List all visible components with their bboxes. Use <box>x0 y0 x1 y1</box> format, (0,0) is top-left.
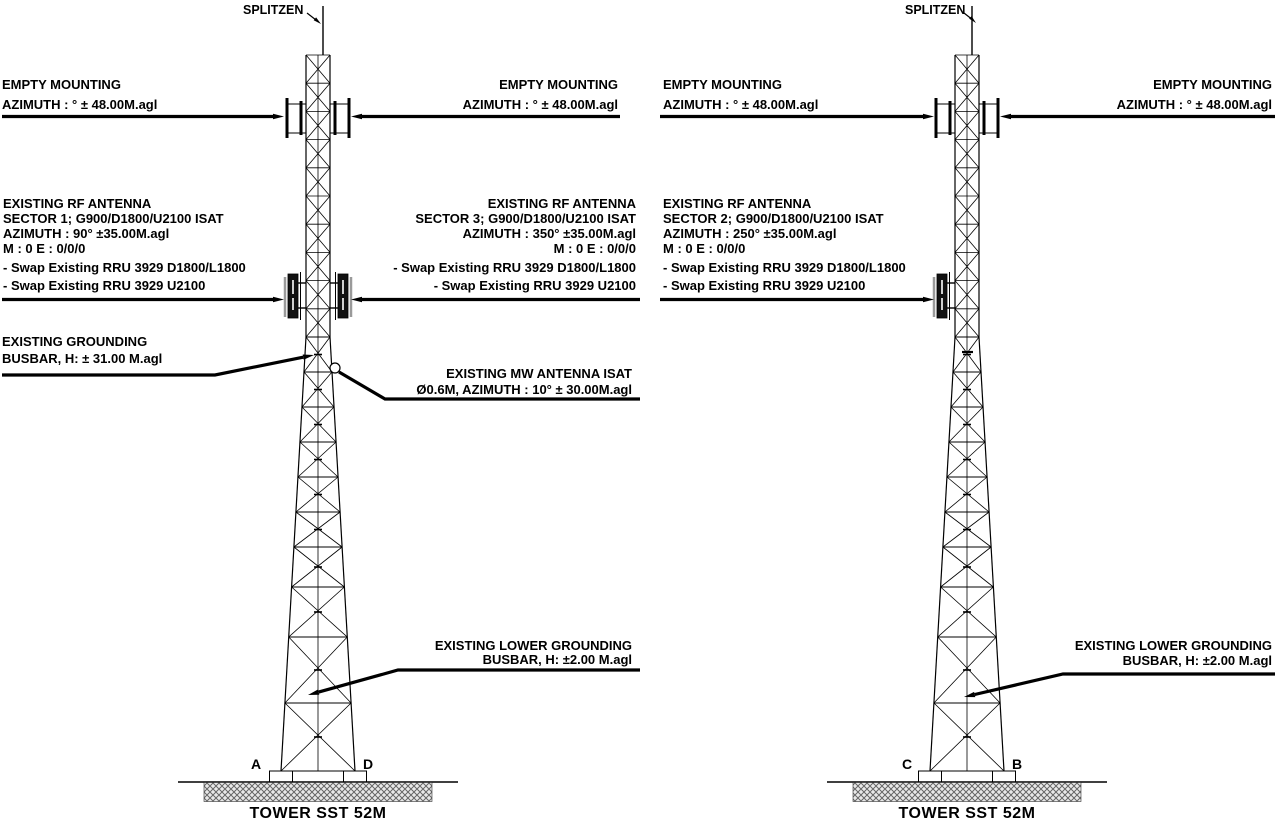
callout-grounding-lower-left <box>308 638 640 695</box>
splitzen-label: SPLITZEN <box>905 3 966 17</box>
sector1-line4: M : 0 E : 0/0/0 <box>3 241 86 256</box>
antenna-label-mark <box>342 298 344 310</box>
sector3-line1: EXISTING RF ANTENNA <box>487 196 636 211</box>
callout-grounding-upper <box>2 334 314 375</box>
ground-hatch <box>204 783 432 802</box>
leg-label-d: D <box>362 756 374 772</box>
leader-arrowhead <box>273 114 284 119</box>
leg-label-a: A <box>250 756 262 772</box>
antenna-label-mark <box>292 298 294 310</box>
footing <box>270 771 293 782</box>
sector3-line4: M : 0 E : 0/0/0 <box>553 241 636 256</box>
callout-splitzen-left <box>243 3 321 24</box>
callout-sector2 <box>660 196 934 302</box>
grounding-lower-line2: BUSBAR, H: ±2.00 M.agl <box>1122 653 1272 668</box>
grounding-lower-line1: EXISTING LOWER GROUNDING <box>1074 638 1272 653</box>
sector1-line5: - Swap Existing RRU 3929 D1800/L1800 <box>3 260 246 275</box>
leader-arrowhead <box>1000 114 1011 119</box>
footing <box>919 771 942 782</box>
leader-arrowhead <box>351 297 362 302</box>
leader-arrowhead <box>923 297 934 302</box>
callout-sector3 <box>351 196 640 302</box>
callout-splitzen-right <box>905 3 976 23</box>
callout-sector1 <box>2 196 284 302</box>
callout-mw-antenna <box>330 363 640 399</box>
sector2-line1: EXISTING RF ANTENNA <box>663 196 812 211</box>
sector1-line6: - Swap Existing RRU 3929 U2100 <box>3 278 206 293</box>
empty-mounting-line1: EMPTY MOUNTING <box>1153 77 1272 92</box>
antenna-label-mark <box>342 280 344 294</box>
antenna-label-mark <box>941 298 943 310</box>
footing <box>344 771 367 782</box>
splitzen-label: SPLITZEN <box>243 3 304 17</box>
empty-mounting-line1: EMPTY MOUNTING <box>499 77 618 92</box>
leader-arrowhead <box>964 692 975 697</box>
leader-line <box>319 670 640 692</box>
leader-arrowhead <box>351 114 362 119</box>
empty-mounting-line2: AZIMUTH : ° ± 48.00M.agl <box>462 97 618 112</box>
tower-structure-right <box>827 6 1107 802</box>
grounding-lower-line1: EXISTING LOWER GROUNDING <box>434 638 632 653</box>
ground-hatch <box>853 783 1081 802</box>
sector1-line3: AZIMUTH : 90° ±35.00M.agl <box>3 226 170 241</box>
leader-arrowhead <box>308 690 319 696</box>
tower-structure-left <box>178 6 458 802</box>
callout-grounding-lower-right <box>964 638 1275 697</box>
sector1-line2: SECTOR 1; G900/D1800/U2100 ISAT <box>3 211 224 226</box>
leader-line <box>307 13 316 20</box>
empty-mounting-line1: EMPTY MOUNTING <box>663 77 782 92</box>
empty-mounting-line2: AZIMUTH : ° ± 48.00M.agl <box>2 97 158 112</box>
empty-mounting-line2: AZIMUTH : ° ± 48.00M.agl <box>663 97 819 112</box>
sector2-line6: - Swap Existing RRU 3929 U2100 <box>663 278 866 293</box>
leader-arrowhead <box>923 114 934 119</box>
tower-title-left: TOWER SST 52M <box>249 805 387 821</box>
leader-arrowhead <box>303 355 314 360</box>
sector2-line4: M : 0 E : 0/0/0 <box>663 241 746 256</box>
grounding-upper-line2: BUSBAR, H: ± 31.00 M.agl <box>2 351 163 366</box>
leader-line <box>975 674 1275 695</box>
leader-arrowhead <box>273 297 284 302</box>
antenna-label-mark <box>941 280 943 294</box>
leg-label-c: C <box>901 756 913 772</box>
grounding-upper-line1: EXISTING GROUNDING <box>2 334 148 349</box>
leg-label-b: B <box>1011 756 1023 772</box>
sector3-line2: SECTOR 3; G900/D1800/U2100 ISAT <box>415 211 636 226</box>
sector3-line6: - Swap Existing RRU 3929 U2100 <box>433 278 636 293</box>
sector2-line2: SECTOR 2; G900/D1800/U2100 ISAT <box>663 211 884 226</box>
callout-empty-mounting-left-inner <box>351 77 620 119</box>
grounding-lower-line2: BUSBAR, H: ±2.00 M.agl <box>482 652 632 667</box>
callout-empty-mounting-right-inner <box>660 77 934 119</box>
mw-antenna-symbol <box>330 363 340 373</box>
sector1-line1: EXISTING RF ANTENNA <box>3 196 152 211</box>
sector2-line5: - Swap Existing RRU 3929 D1800/L1800 <box>663 260 906 275</box>
footing <box>993 771 1016 782</box>
empty-mounting-line1: EMPTY MOUNTING <box>2 77 121 92</box>
callout-empty-mounting-right-outer <box>1000 77 1275 119</box>
callout-empty-mounting-left-outer <box>2 77 284 119</box>
sector3-line5: - Swap Existing RRU 3929 D1800/L1800 <box>393 260 636 275</box>
sector2-line3: AZIMUTH : 250° ±35.00M.agl <box>663 226 837 241</box>
mw-antenna-line2: Ø0.6M, AZIMUTH : 10° ± 30.00M.agl <box>416 382 632 397</box>
antenna-label-mark <box>292 280 294 294</box>
empty-mounting-line2: AZIMUTH : ° ± 48.00M.agl <box>1116 97 1272 112</box>
sector3-line3: AZIMUTH : 350° ±35.00M.agl <box>462 226 636 241</box>
mw-antenna-line1: EXISTING MW ANTENNA ISAT <box>446 366 632 381</box>
tower-title-right: TOWER SST 52M <box>898 805 1036 821</box>
